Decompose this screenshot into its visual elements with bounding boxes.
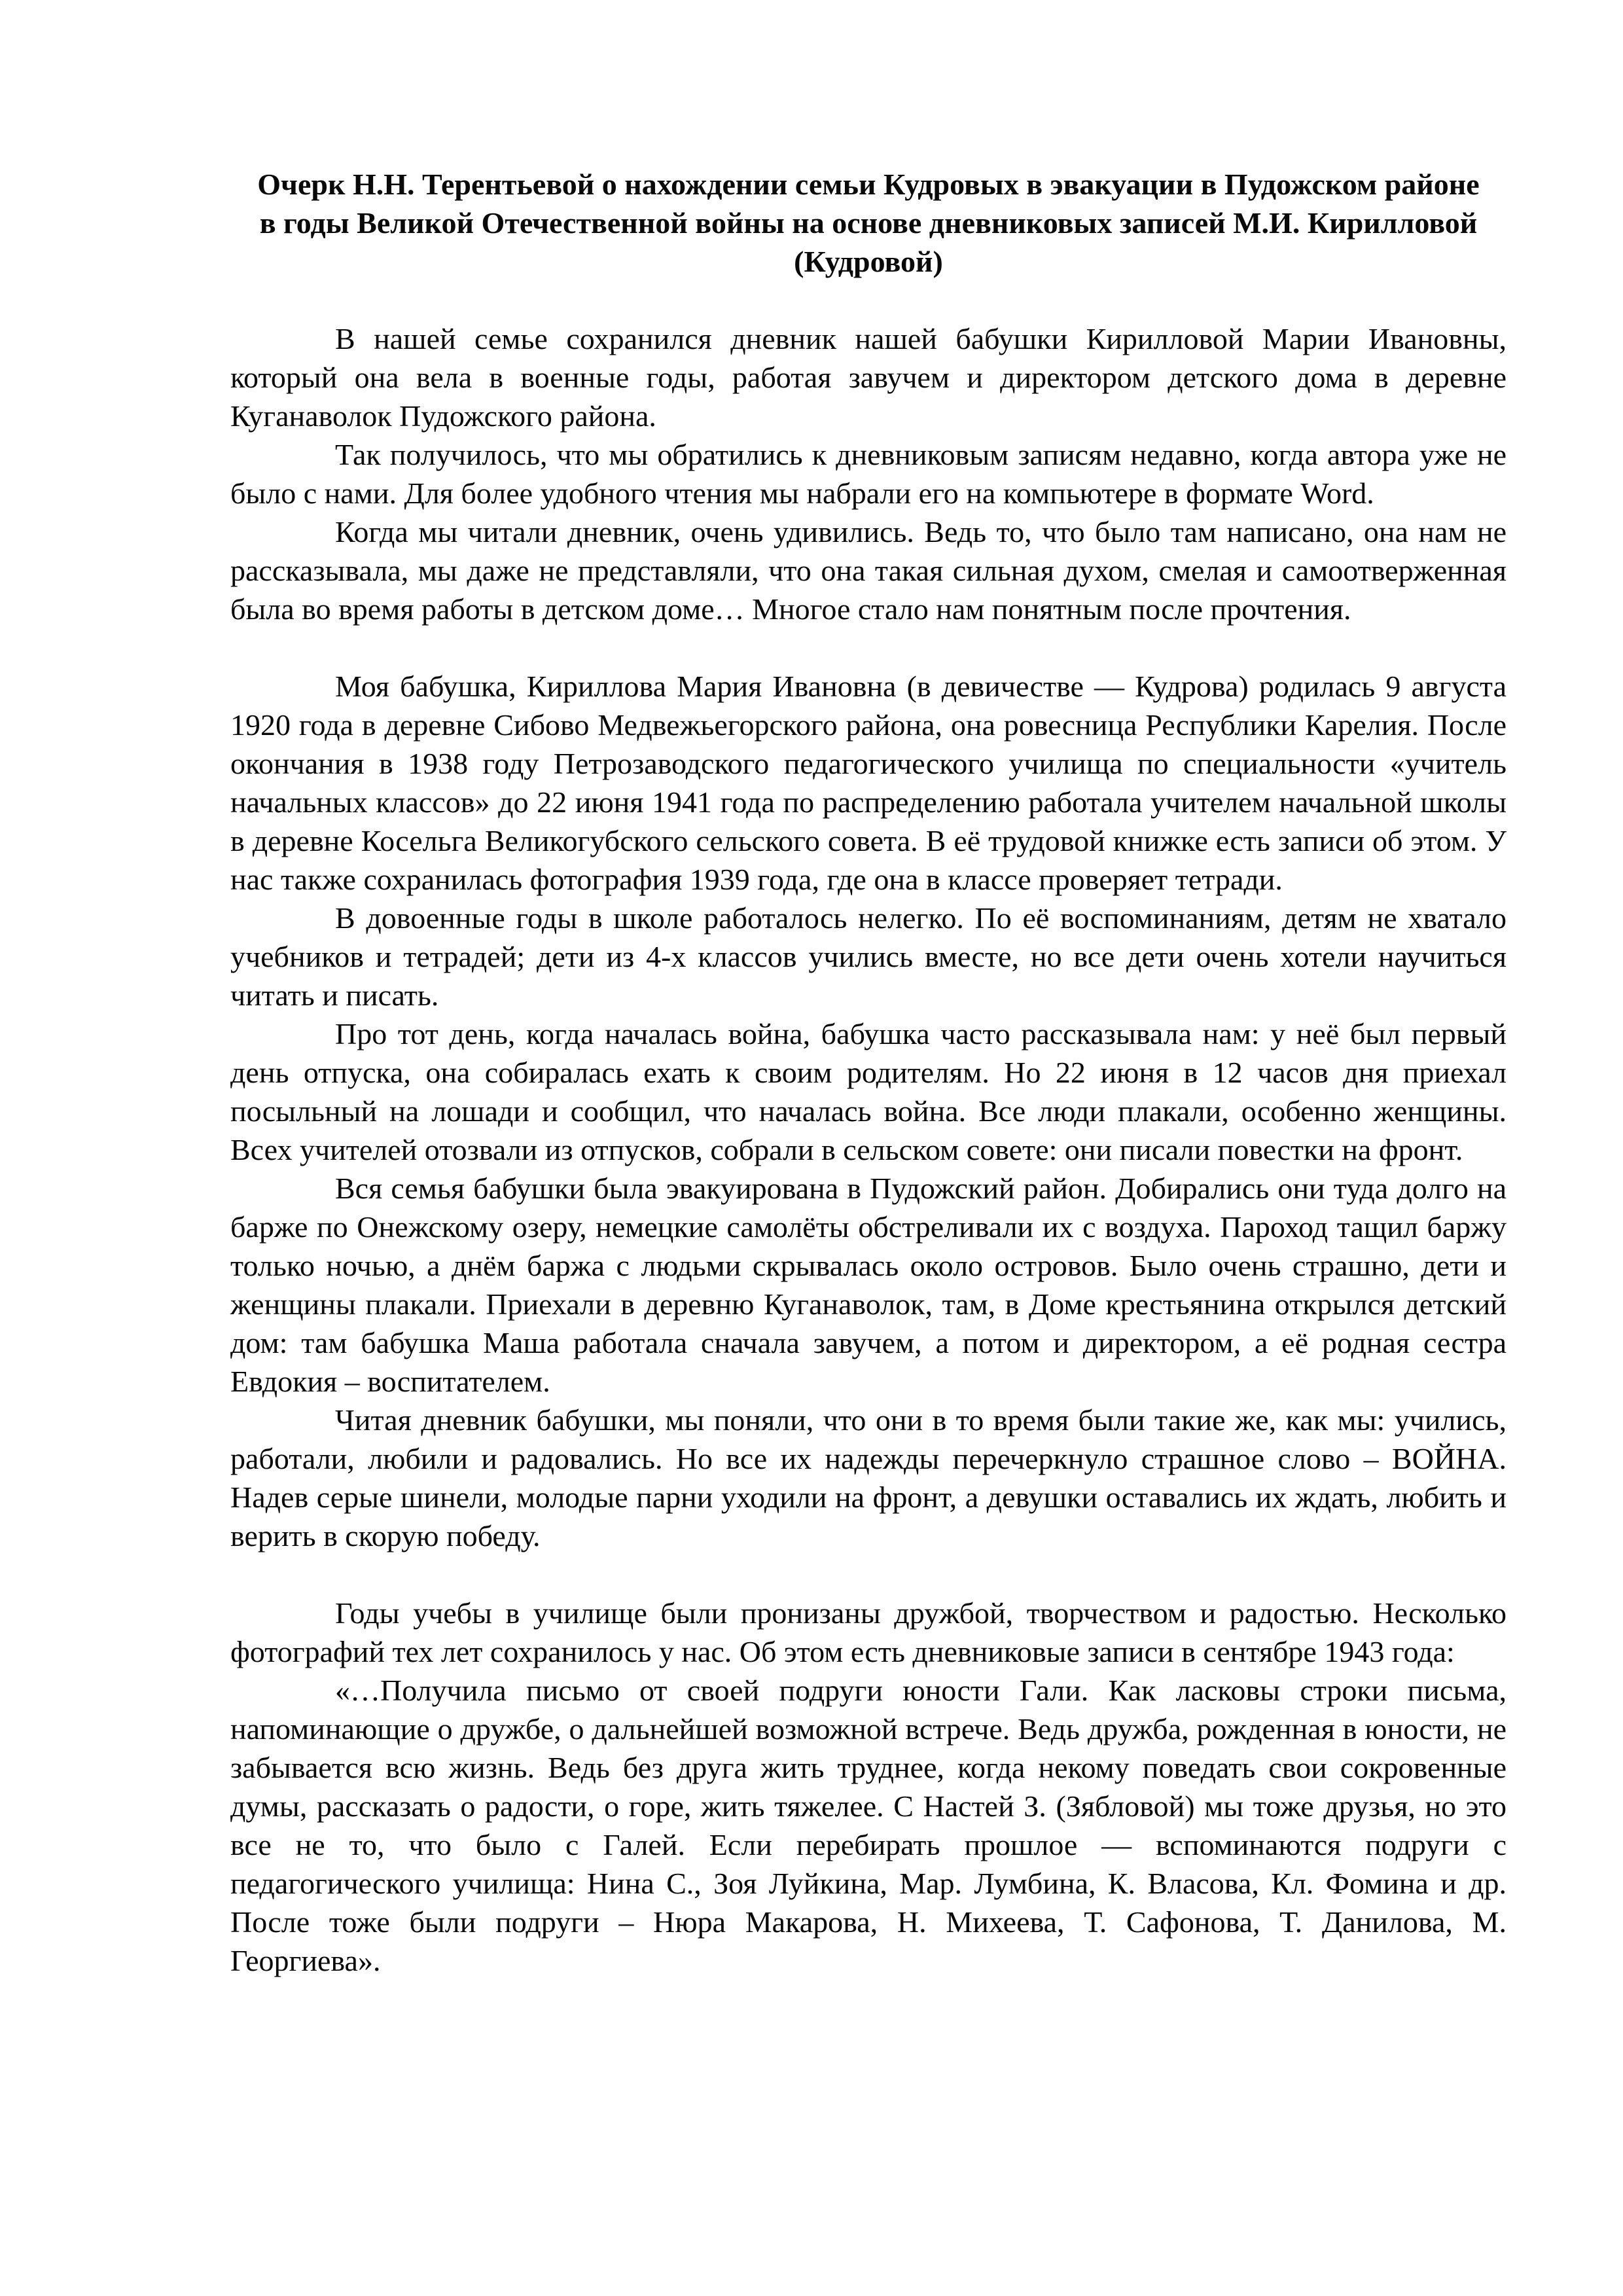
paragraph: В нашей семье сохранился дневник нашей бабушки Кирилловой Марии Ивановны, который она вела в военные годы, работая завучем и директором детского дома в деревне Куганаволок Пудожского района. [230,322,1507,433]
document-title [230,165,1507,281]
title-line: в годы Великой Отечественной войны на основе дневниковых записей М.И. Кирилловой [259,206,1478,240]
blank-line [230,281,1507,319]
paragraph: Так получилось, что мы обратились к дневниковым записям недавно, когда автора уже не было с нами. Для более удобного чтения мы набрали его на компьютере в формате Word. [230,438,1507,510]
blank-line [230,1555,1507,1594]
paragraph: В довоенные годы в школе работалось нелегко. По её воспоминаниям, детям не хватало учебников и тетрадей; дети из 4-х классов учились вместе, но все дети очень хотели научиться читать и писать. [230,901,1507,1012]
paragraph: «…Получила письмо от своей подруги юности Гали. Как ласковы строки письма, напоминающие о дружбе, о дальнейшей возможной встрече. Ведь дружба, рожденная в юности, не забывается всю жизнь. Ведь без друга жить труднее, когда некому поведать свои сокровенные думы, рассказать о радости, о горе, жить тяжелее. С Настей З. (Зябловой) мы тоже друзья, но это все не то, что было с Галей. Если перебирать прошлое — вспоминаются подруги с педагогического училища: Нина С., Зоя Луйкина, Мар. Лумбина, К. Власова, Кл. Фомина и др. После тоже были подруги – Нюра Макарова, Н. Михеева, Т. Сафонова, Т. Данилова, М. Георгиева». [230,1674,1507,1977]
paragraph: Про тот день, когда началась война, бабушка часто рассказывала нам: у неё был первый день отпуска, она собиралась ехать к своим родителям. Но 22 июня в 12 часов дня приехал посыльный на лошади и сообщил, что началась война. Все люди плакали, особенно женщины. Всех учителей отозвали из отпусков, собрали в сельском совете: они писали повестки на фронт. [230,1017,1507,1166]
blank-line [230,628,1507,667]
paragraph: Вся семья бабушки была эвакуирована в Пудожский район. Добирались они туда долго на барже по Онежскому озеру, немецкие самолёты обстреливали их с воздуха. Пароход тащил баржу только ночью, а днём баржа с людьми скрывалась около островов. Было очень страшно, дети и женщины плакали. Приехали в деревню Куганаволок, там, в Доме крестьянина открылся детский дом: там бабушка Маша работала сначала завучем, а потом и директором, а её родная сестра Евдокия – воспитателем. [230,1172,1507,1398]
paragraph: Годы учебы в училище были пронизаны дружбой, творчеством и радостью. Несколько фотографий тех лет сохранилось у нас. Об этом есть дневниковые записи в сентябре 1943 года: [230,1596,1507,1668]
title-line: Очерк Н.Н. Терентьевой о нахождении семьи Кудровых в эвакуации в Пудожском районе [257,168,1480,201]
paragraph: Когда мы читали дневник, очень удивились. Ведь то, что было там написано, она нам не рассказывала, мы даже не представляли, что она такая сильная духом, смелая и самоотверженная была во время работы в детском доме… Многое стало нам понятным после прочтения. [230,515,1507,626]
paragraph: Моя бабушка, Кириллова Мария Ивановна (в девичестве — Кудрова) родилась 9 августа 1920 года в деревне Сибово Медвежьегорского района, она ровесница Республики Карелия. После окончания в 1938 году Петрозаводского педагогического училища по специальности «учитель начальных классов» до 22 июня 1941 года по распределению работала учителем начальной школы в деревне Косельга Великогубского сельского совета. В её трудовой книжке есть записи об этом. У нас также сохранилась фотография 1939 года, где она в классе проверяет тетради. [230,670,1507,896]
paragraph: Читая дневник бабушки, мы поняли, что они в то время были такие же, как мы: учились, работали, любили и радовались. Но все их надежды перечеркнуло страшное слово – ВОЙНА. Надев серые шинели, молодые парни уходили на фронт, а девушки оставались их ждать, любить и верить в скорую победу. [230,1403,1507,1552]
title-line: (Кудровой) [794,245,943,278]
